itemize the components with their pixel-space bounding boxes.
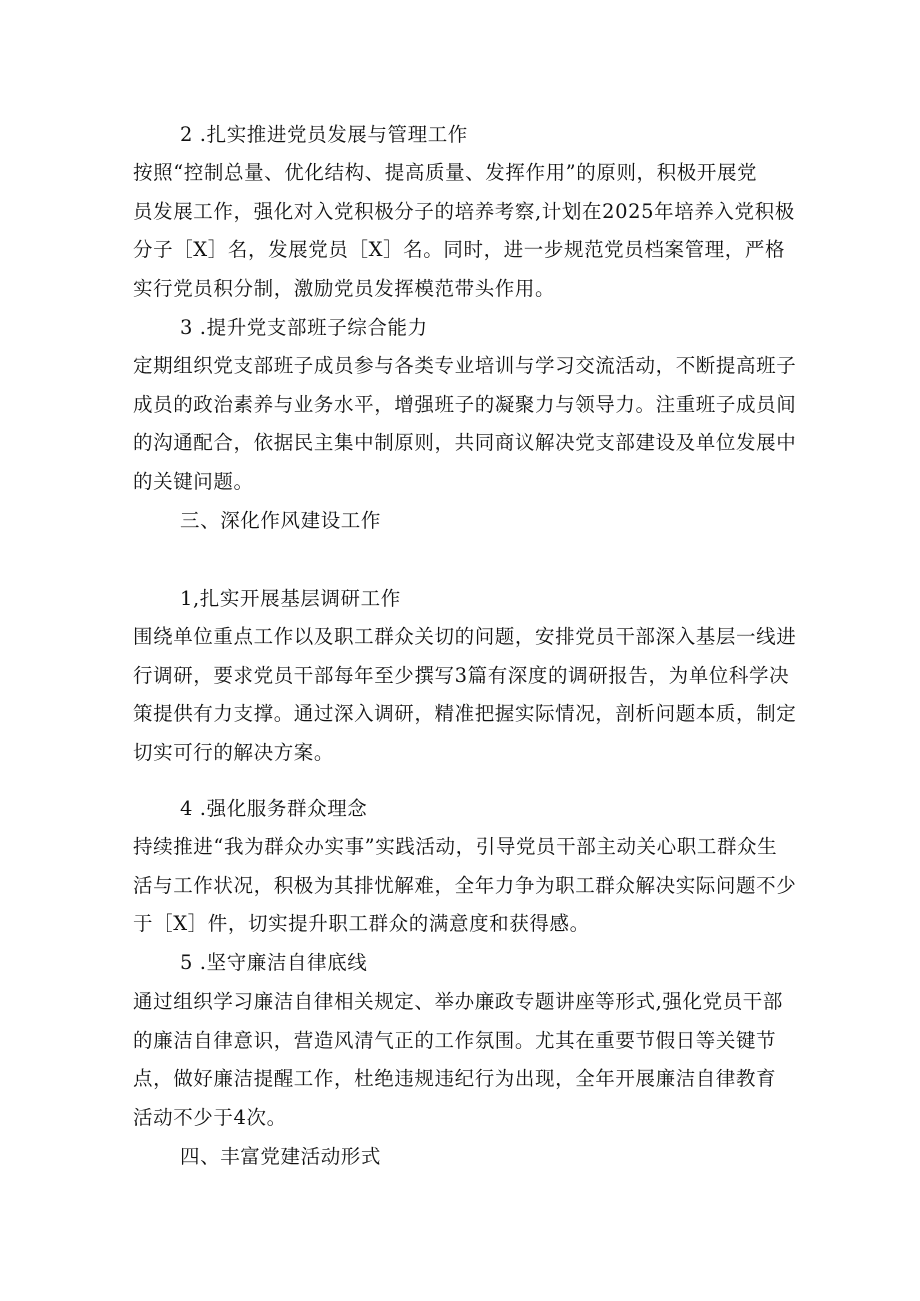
section-heading-3: 3 .提升党支部班子综合能力: [180, 316, 428, 339]
paragraph-line: 按照“控制总量、优化结构、提高质量、发挥作用”的原则，积极开展党: [133, 161, 758, 184]
section-paragraph-1-research: [133, 618, 797, 772]
section-paragraph-3: [133, 347, 797, 501]
section-heading-5: 5 .坚守廉洁自律底线: [180, 951, 368, 974]
paragraph-line: 的关键问题。: [133, 469, 254, 493]
section-heading-4: 4 .强化服务群众理念: [180, 797, 368, 820]
paragraph-line: 切实可行的解决方案。: [133, 740, 335, 764]
part-heading-3: 三、深化作风建设工作: [180, 509, 382, 532]
section-paragraph-4: [133, 828, 797, 944]
paragraph-line: 分子［X］名，发展党员［X］名。同时，进一步规范党员档案管理，严格: [133, 238, 786, 261]
paragraph-line: 活与工作状况，积极为其排忧解难，全年力争为职工群众解决实际问题不少: [133, 873, 797, 897]
paragraph-line: 策提供有力支撑。通过深入调研，精准把握实际情况，剖析问题本质，制定: [133, 702, 797, 725]
paragraph-line: 成员的政治素养与业务水平，增强班子的凝聚力与领导力。注重班子成员间: [133, 392, 797, 416]
paragraph-line: 员发展工作，强化对入党积极分子的培养考察,计划在2025年培养入党积极: [133, 199, 795, 223]
section-paragraph-2: [133, 154, 793, 308]
part-heading-4: 四、丰富党建活动形式: [180, 1145, 382, 1168]
section-heading-1-research: 1,扎实开展基层调研工作: [180, 587, 401, 610]
paragraph-line: 的廉洁自律意识，营造风清气正的工作氛围。尤其在重要节假日等关键节: [133, 1028, 777, 1052]
section-heading-2: 2 .扎实推进党员发展与管理工作: [180, 123, 468, 146]
paragraph-line: 实行党员积分制，激励党员发挥模范带头作用。: [133, 276, 556, 300]
paragraph-line: 活动不少于4次。: [133, 1105, 287, 1129]
paragraph-line: 通过组织学习廉洁自律相关规定、举办廉政专题讲座等形式,强化党员干部: [133, 990, 783, 1013]
paragraph-line: 于［X］件，切实提升职工群众的满意度和获得感。: [133, 912, 590, 935]
paragraph-line: 持续推进“我为群众办实事”实践活动，引导党员干部主动关心职工群众生: [133, 835, 778, 858]
paragraph-line: 的沟通配合，依据民主集中制原则，共同商议解决党支部建设及单位发展中: [133, 431, 797, 454]
section-paragraph-5: [133, 983, 793, 1137]
paragraph-line: 定期组织党支部班子成员参与各类专业培训与学习交流活动，不断提高班子: [133, 354, 797, 377]
paragraph-line: 围绕单位重点工作以及职工群众关切的问题，安排党员干部深入基层一线进: [133, 625, 797, 648]
paragraph-line: 行调研，要求党员干部每年至少撰写3篇有深度的调研报告，为单位科学决: [133, 663, 790, 687]
paragraph-line: 点，做好廉洁提醒工作，杜绝违规违纪行为出现，全年开展廉洁自律教育: [133, 1067, 777, 1090]
